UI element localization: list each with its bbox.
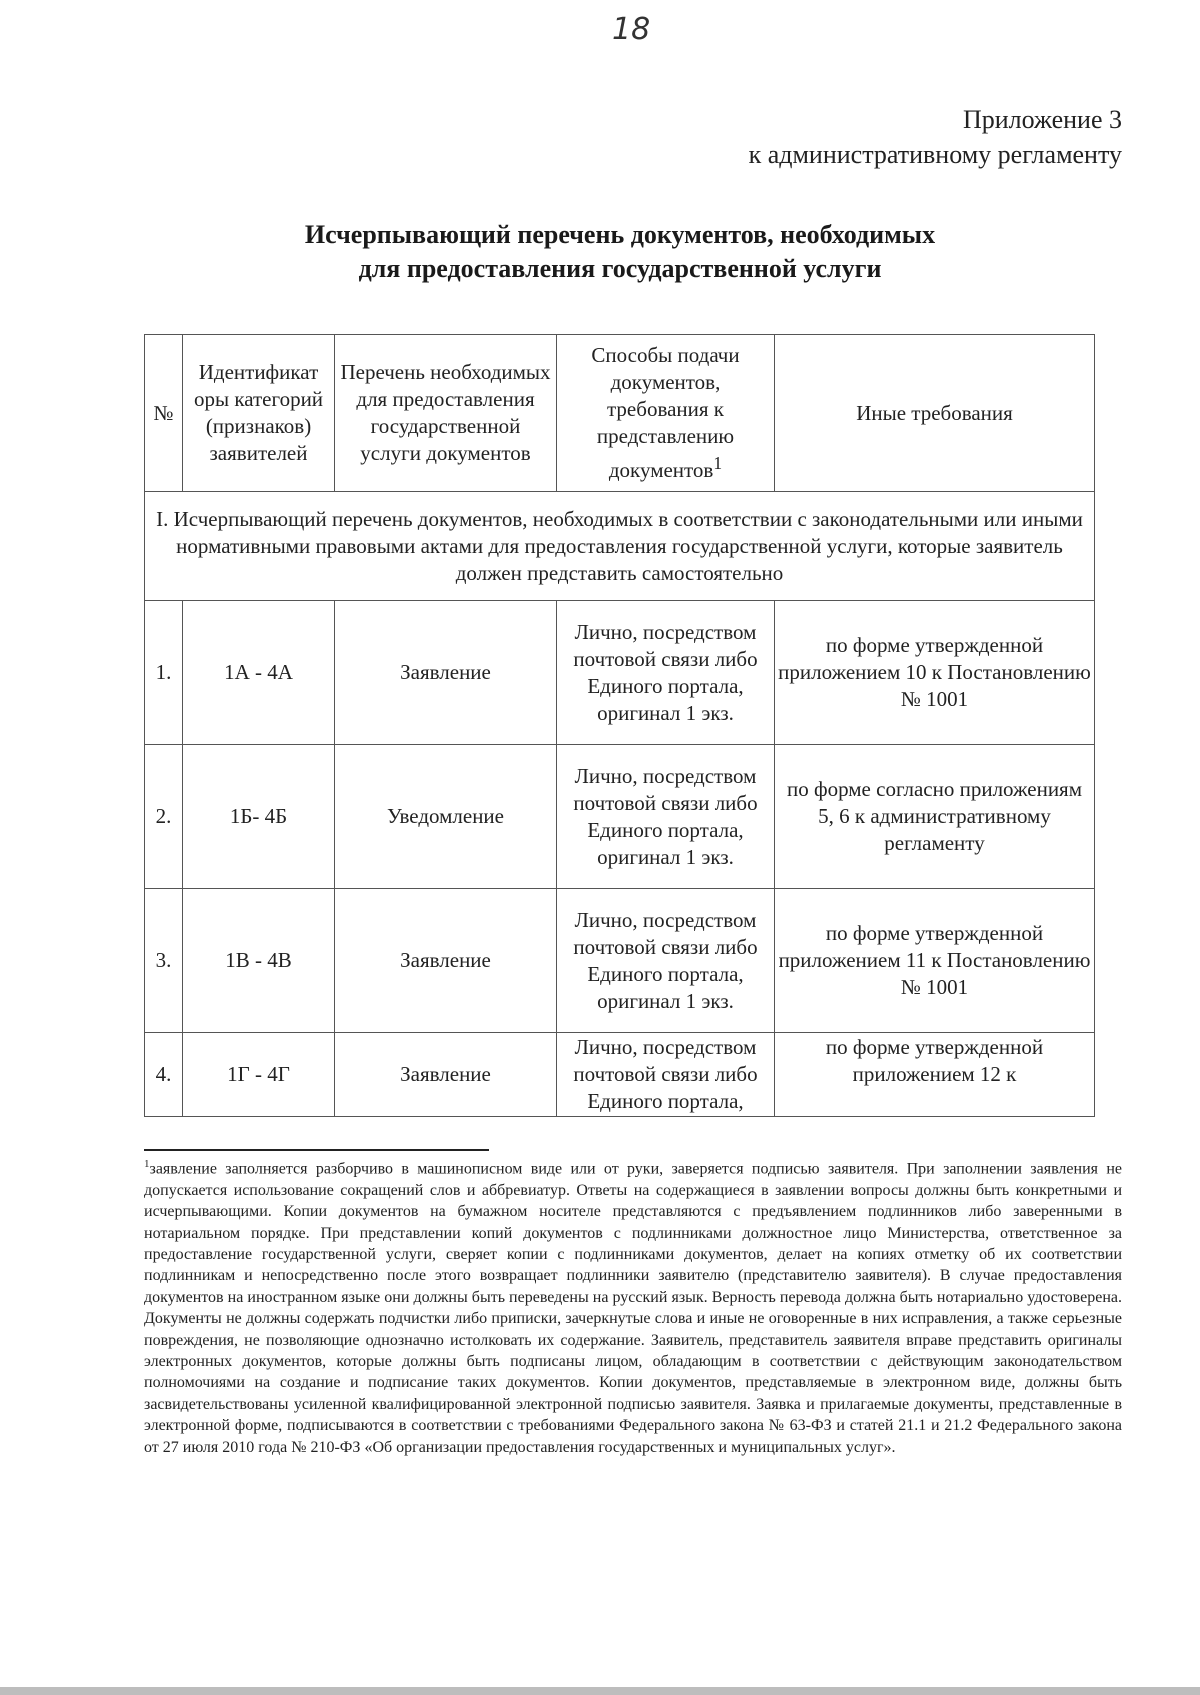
row-number: 2. (145, 745, 183, 889)
appendix-heading (749, 102, 1122, 172)
appendix-line-1: Приложение 3 (962, 105, 1122, 134)
row-document: Заявление (335, 889, 557, 1033)
appendix-line-2: к административному регламенту (748, 140, 1122, 169)
table-row (145, 889, 1095, 1033)
row-number: 3. (145, 889, 183, 1033)
footnote-separator (144, 1149, 489, 1151)
row-submission-method: Лично, посредством почтовой связи либо Единого портала, (557, 1033, 775, 1117)
row-submission-method: Лично, посредством почтовой связи либо Единого портала, оригинал 1 экз. (557, 745, 775, 889)
row-number: 4. (145, 1033, 183, 1117)
footnote-mark: 1 (144, 1158, 150, 1170)
row-applicant-ids: 1Б- 4Б (183, 745, 335, 889)
header-other-requirements: Иные требования (775, 335, 1095, 492)
document-title (140, 218, 1100, 286)
title-line-1: Исчерпывающий перечень документов, необходимых (304, 220, 936, 249)
table-header-row (145, 335, 1095, 492)
footnote (144, 1154, 1122, 1458)
row-document: Заявление (335, 601, 557, 745)
row-other-requirements: по форме утвержденной приложением 10 к Постановлению № 1001 (775, 601, 1095, 745)
documents-table (144, 334, 1095, 1117)
row-other-requirements: по форме согласно приложениям 5, 6 к административному регламенту (775, 745, 1095, 889)
header-footnote-mark: 1 (713, 453, 723, 473)
row-applicant-ids: 1А - 4А (183, 601, 335, 745)
row-document: Заявление (335, 1033, 557, 1117)
row-other-requirements: по форме утвержденной приложением 12 к (775, 1033, 1095, 1117)
header-applicant-ids: Идентификат оры категорий (признаков) заявителей (183, 335, 335, 492)
title-line-2: для предоставления государственной услуги (358, 254, 882, 283)
header-submission-methods-text: Способы подачи документов, требования к представлению документов (591, 343, 740, 482)
footnote-text: заявление заполняется разборчиво в машинописном виде или от руки, заверяется подписью заявителя. При заполнении заявления не допускается использование сокращений слов и аббревиатур. Ответы на содержащиеся в заявлении вопросы должны быть конкретными и исчерпывающими. Копии документов на бумажном носителе представляются с предъявлением подлинников либо заверенными в нотариальном порядке. При представлении копий документов с подлинниками должностное лицо Министерства, ответственное за предоставление государственной услуги, сверяет копии с подлинниками документов, делает на копиях отметку об их соответствии подлинникам и непосредственно после этого возвращает подлинники заявителю (представителю заявителя). В случае предоставления документов на иностранном языке они должны быть переведены на русский язык. Верность перевода должна быть нотариально удостоверена. Документы не должны содержать подчистки либо приписки, зачеркнутые слова и иные не оговоренные в них исправления, а также серьезные повреждения, не позволяющие однозначно истолковать их содержание. Заявитель, представитель заявителя вправе представить оригиналы электронных документов, которые должны быть подписаны лицом, обладающим в соответствии с действующим законодательством полномочиями на создание и подписание таких документов. Копии документов, представляемые в электронном виде, должны быть засвидетельствованы усиленной квалифицированной электронной подписью заявителя. Заявка и прилагаемые документы, представленные в электронной форме, подписываются в соответствии с требованиями Федерального закона № 63-ФЗ и статей 21.1 и 21.2 Федерального закона от 27 июля 2010 года № 210-ФЗ «Об организации предоставления государственных и муниципальных услуг». (144, 1160, 1122, 1456)
row-submission-method: Лично, посредством почтовой связи либо Единого портала, оригинал 1 экз. (557, 601, 775, 745)
page-number: 18 (612, 12, 651, 47)
row-applicant-ids: 1В - 4В (183, 889, 335, 1033)
header-document-list: Перечень необходимых для предоставления государственной услуги документов (335, 335, 557, 492)
table-row (145, 1033, 1095, 1117)
section-title: I. Исчерпывающий перечень документов, необходимых в соответствии с законодательными или иными нормативными правовыми актами для предоставления государственной услуги, которые заявитель должен представить самостоятельно (145, 492, 1095, 601)
row-document: Уведомление (335, 745, 557, 889)
table-row (145, 601, 1095, 745)
table-row (145, 745, 1095, 889)
header-submission-methods (557, 335, 775, 492)
row-number: 1. (145, 601, 183, 745)
table-section-row (145, 492, 1095, 601)
header-number: № (145, 335, 183, 492)
row-submission-method: Лично, посредством почтовой связи либо Единого портала, оригинал 1 экз. (557, 889, 775, 1033)
scan-bottom-edge (0, 1687, 1200, 1695)
row-other-requirements: по форме утвержденной приложением 11 к Постановлению № 1001 (775, 889, 1095, 1033)
row-applicant-ids: 1Г - 4Г (183, 1033, 335, 1117)
